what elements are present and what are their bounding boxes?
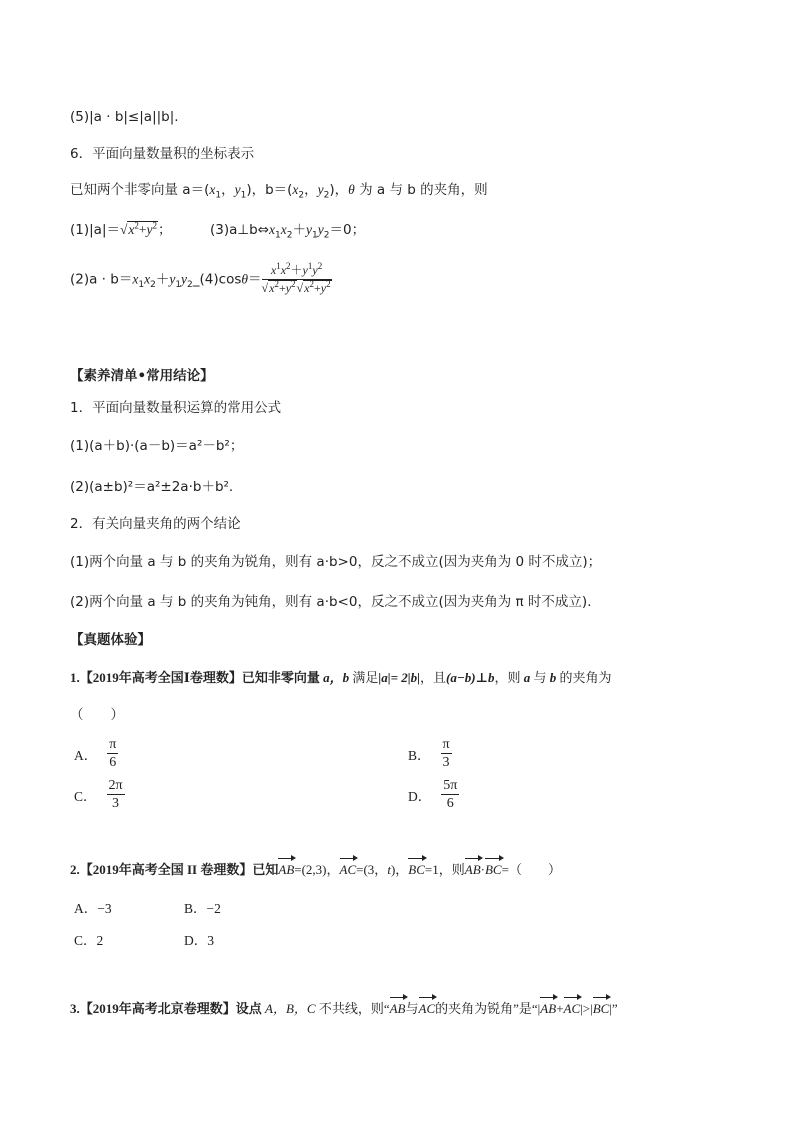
q3-points: A，B，C xyxy=(261,1001,319,1016)
q2-dot: · xyxy=(480,862,485,877)
conclusion-obtuse: (2)两个向量 a 与 b 的夹角为钝角，则有 a·b<0，反之不成立(因为夹角为 π 时不成立). xyxy=(70,594,592,610)
q1-b: b xyxy=(546,670,560,685)
q1-text: 满足 xyxy=(352,670,379,685)
q1-text-3: ，则 xyxy=(494,670,521,685)
option-num: π xyxy=(442,737,450,752)
option-label: D． xyxy=(408,788,432,804)
vector-bc: BC xyxy=(592,1001,610,1016)
q2-option-c[interactable] xyxy=(74,929,103,949)
option-text: C．2 xyxy=(74,933,104,948)
vector-bc: BC xyxy=(408,862,425,877)
q1-condition-1: |a|= 2|b| xyxy=(378,670,420,685)
q2-text-5: =（ ） xyxy=(501,862,561,877)
q2-prefix: 2.【2019年高考全国 II 卷理数】已知 xyxy=(70,862,279,877)
formula-3-label: (3)a⊥b⇔ xyxy=(210,222,270,238)
q1-text-2: ，且 xyxy=(419,670,446,685)
q1-prefix: 1.【2019年高考全国Ⅰ卷理数】已知非零向量 xyxy=(70,670,320,685)
intro-sep: ， xyxy=(221,182,235,198)
q1-option-b[interactable] xyxy=(408,736,452,771)
q3-text-2: 的夹角为锐角”是“| xyxy=(435,1001,541,1016)
option-text: A．−3 xyxy=(74,901,112,916)
q1-and: 与 xyxy=(533,670,547,685)
q1-answer-paren: （ ） xyxy=(70,707,124,722)
formula-1: $(1)|a|=√x^2+y^2$； xyxy=(70,220,172,238)
q3-end: |” xyxy=(609,1001,618,1016)
option-label: C． xyxy=(74,788,97,804)
option-text: B．−2 xyxy=(184,901,221,916)
option-den: 3 xyxy=(442,755,450,770)
q1-option-c[interactable] xyxy=(74,777,125,812)
semicolon: ； xyxy=(158,222,172,238)
section-6-intro: 已知两个非零向量 $a=(x_1$，$y_1$)，$b=(x_2$，$y_2$)，θ 为 a 与 b 的夹角，则 xyxy=(70,182,488,201)
q1-option-a[interactable] xyxy=(74,736,118,771)
option-num: 2π xyxy=(108,778,123,793)
intro-text-b: )，b＝( xyxy=(246,182,293,198)
vector-ac: AC xyxy=(418,1001,436,1016)
vector-ab: AB xyxy=(278,862,295,877)
property-5: (5)|a · b|≤|a||b|. xyxy=(70,109,179,125)
q2-option-b[interactable] xyxy=(184,897,221,917)
conclusions-item-2: 2．有关向量夹角的两个结论 xyxy=(70,516,241,532)
q3-prefix: 3.【2019年高考北京卷理数】设点 xyxy=(70,1001,262,1016)
vector-ac-2: AC xyxy=(563,1001,581,1016)
q2-text-1: =(2,3)， xyxy=(294,862,340,877)
option-text: D．3 xyxy=(184,933,214,948)
formula-4-label: _(4)cos xyxy=(192,271,242,288)
conclusions-formula-2: (2)(a±b)²＝a²±2a·b＋b². xyxy=(70,479,234,495)
vector-ac: AC xyxy=(339,862,357,877)
vector-ab-2: AB xyxy=(540,1001,557,1016)
q1-vectors: a，b xyxy=(319,670,353,685)
vector-ab-2: AB xyxy=(464,862,481,877)
intro-sep-2: ， xyxy=(304,182,318,198)
q2-option-a[interactable] xyxy=(74,897,112,917)
vector-bc-2: BC xyxy=(484,862,502,877)
q3-and: 与 xyxy=(405,1001,419,1016)
intro-text-e: 为 a 与 b 的夹角，则 xyxy=(354,182,488,198)
option-num: 5π xyxy=(443,778,458,793)
vector-ab: AB xyxy=(389,1001,406,1016)
q1-condition-2: (a−b)⊥b xyxy=(446,670,495,685)
q2-text-3: )， xyxy=(390,862,409,877)
option-num: π xyxy=(109,737,117,752)
formula-3: $(3)a\perp b\Leftrightarrow x_1x_2+y_1y_2=0$； xyxy=(210,222,366,241)
question-1 xyxy=(70,669,612,687)
option-label: B． xyxy=(408,747,431,763)
formula-2-label: (2)a · b＝ xyxy=(70,271,133,288)
option-den: 6 xyxy=(109,755,117,770)
q2-text-2: =(3， xyxy=(356,862,388,877)
section-exam-header: 【真题体验】 xyxy=(70,632,151,648)
conclusion-acute: (1)两个向量 a 与 b 的夹角为锐角，则有 a·b>0，反之不成立(因为夹角为 0 时不成立)； xyxy=(70,554,602,570)
q2-t: t xyxy=(387,862,391,877)
formula-2-4: $(2)a \cdot b=x_1x_2+y_1y_2\_(4)\cos\theta=$ $\frac{x^1x^2+y^1y^2}{√x^2+y^2√x^2+y^2}$ xyxy=(70,261,331,295)
intro-text: 已知两个非零向量 a＝( xyxy=(70,182,210,198)
conclusions-item-1: 1．平面向量数量积运算的常用公式 xyxy=(70,400,282,416)
option-den: 6 xyxy=(446,796,454,811)
question-2 xyxy=(70,861,561,879)
section-6-heading: 6．平面向量数量积的坐标表示 xyxy=(70,146,255,162)
section-conclusions-header: 【素养清单•常用结论】 xyxy=(70,368,214,384)
cos-fraction: $\frac{x^1x^2+y^1y^2}{√x^2+y^2√x^2+y^2}$ xyxy=(261,261,331,295)
formula-3-rest: ＝0； xyxy=(329,222,366,238)
q1-suffix: 的夹角为 xyxy=(559,670,612,685)
q3-text-1: 不共线，则“ xyxy=(318,1001,390,1016)
q3-plus: + xyxy=(556,1001,564,1016)
q1-a: a xyxy=(520,670,534,685)
conclusions-formula-1: (1)(a＋b)·(a－b)＝a²－b²； xyxy=(70,438,244,454)
q3-text-3: |>| xyxy=(580,1001,593,1016)
theta-symbol: θ xyxy=(348,182,355,197)
equals: ＝ xyxy=(248,271,262,288)
q1-option-d[interactable] xyxy=(408,777,459,812)
question-3 xyxy=(70,1000,618,1018)
formula-1-label: (1)|a|＝ xyxy=(70,222,120,238)
theta-symbol-2: θ xyxy=(241,271,249,287)
intro-text-d: )， xyxy=(329,182,349,198)
q2-text-4: =1，则 xyxy=(424,862,465,877)
q2-option-d[interactable] xyxy=(184,929,214,949)
option-den: 3 xyxy=(112,796,120,811)
option-label: A． xyxy=(74,747,98,763)
